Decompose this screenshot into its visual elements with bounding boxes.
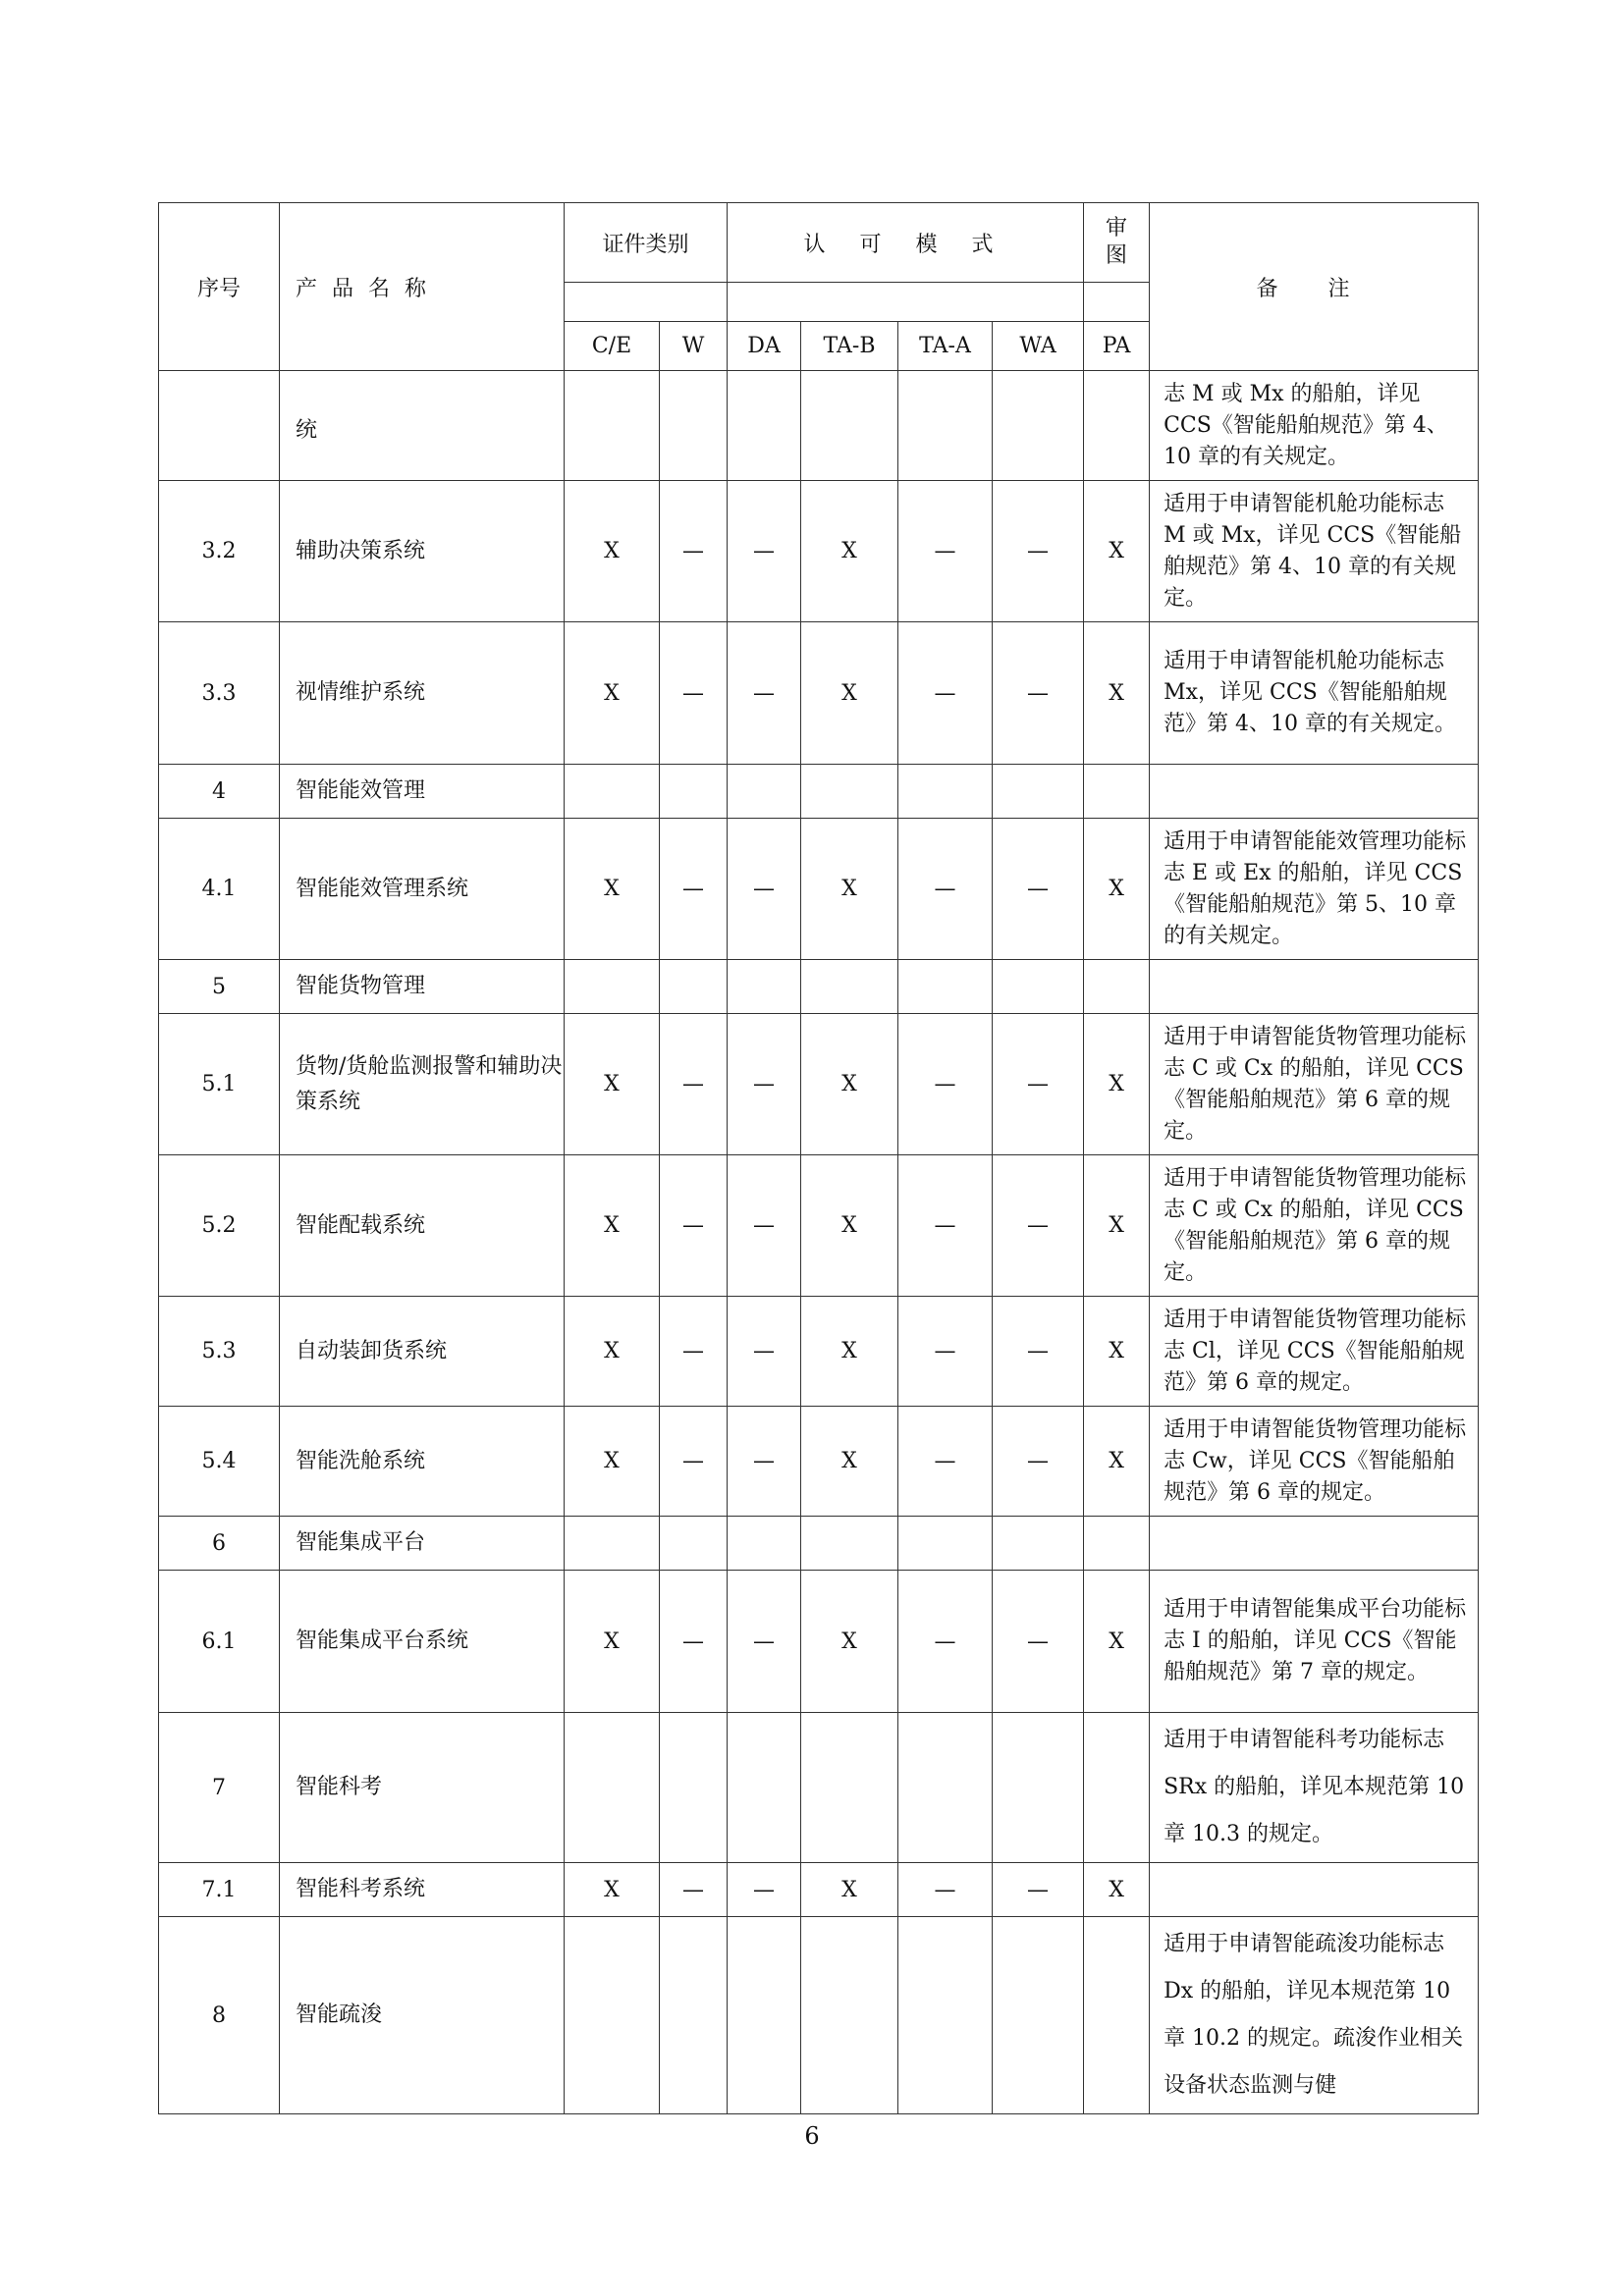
- approval-cell: [801, 1713, 898, 1863]
- remark-cell: 适用于申请智能疏浚功能标志 Dx 的船舶，详见本规范第 10 章 10.2 的规定。疏浚作业相关设备状态监测与健: [1150, 1917, 1479, 2114]
- remark-cell: 适用于申请智能机舱功能标志 Mx，详见 CCS《智能船舶规范》第 4、10 章的有关规定。: [1150, 622, 1479, 765]
- approval-cell: [660, 1917, 728, 2114]
- approval-cell: [565, 371, 660, 481]
- approval-cell: X: [565, 1571, 660, 1713]
- row-number: 3.3: [159, 622, 280, 765]
- header-code-wa: WA: [993, 322, 1084, 371]
- approval-cell: X: [801, 1297, 898, 1407]
- remark-cell: 适用于申请智能货物管理功能标志 Cw，详见 CCS《智能船舶规范》第 6 章的规定。: [1150, 1407, 1479, 1517]
- approval-cell: [898, 371, 993, 481]
- approval-cell: X: [1084, 1297, 1150, 1407]
- header-cert-type: 证件类别: [565, 203, 728, 283]
- header-code-da: DA: [728, 322, 801, 371]
- table-row: [159, 481, 1479, 622]
- approval-cell: X: [565, 481, 660, 622]
- row-number: 7: [159, 1713, 280, 1863]
- product-name: 智能集成平台系统: [280, 1571, 565, 1713]
- row-number: 5.1: [159, 1014, 280, 1155]
- row-number: 4: [159, 765, 280, 819]
- approval-cell: —: [898, 1297, 993, 1407]
- approval-cell: [728, 960, 801, 1014]
- table-row: [159, 1297, 1479, 1407]
- approval-cell: —: [660, 1571, 728, 1713]
- approval-cell: X: [1084, 1571, 1150, 1713]
- product-name: 统: [280, 371, 565, 481]
- approval-cell: [728, 765, 801, 819]
- approval-cell: X: [801, 481, 898, 622]
- approval-cell: X: [565, 1155, 660, 1297]
- approval-cell: [898, 765, 993, 819]
- table-row: [159, 1713, 1479, 1863]
- approval-cell: —: [898, 819, 993, 960]
- remark-cell: 适用于申请智能机舱功能标志 M 或 Mx，详见 CCS《智能船舶规范》第 4、10 章的有关规定。: [1150, 481, 1479, 622]
- remark-cell: 适用于申请智能货物管理功能标志 C 或 Cx 的船舶，详见 CCS《智能船舶规范》第 6 章的规定。: [1150, 1014, 1479, 1155]
- approval-cell: —: [728, 622, 801, 765]
- approval-cell: [565, 765, 660, 819]
- product-name: 智能能效管理系统: [280, 819, 565, 960]
- approval-cell: X: [565, 622, 660, 765]
- approval-cell: [1084, 960, 1150, 1014]
- approval-cell: X: [801, 819, 898, 960]
- approval-cell: —: [898, 481, 993, 622]
- product-approval-table: [158, 202, 1479, 2114]
- approval-cell: [565, 1917, 660, 2114]
- approval-cell: [898, 1517, 993, 1571]
- approval-cell: X: [801, 622, 898, 765]
- approval-cell: —: [993, 622, 1084, 765]
- approval-cell: [993, 765, 1084, 819]
- product-name: 智能科考: [280, 1713, 565, 1863]
- remark-cell: 适用于申请智能集成平台功能标志 I 的船舶，详见 CCS《智能船舶规范》第 7 章的规定。: [1150, 1571, 1479, 1713]
- row-number: 5: [159, 960, 280, 1014]
- approval-cell: [898, 1713, 993, 1863]
- approval-cell: —: [993, 481, 1084, 622]
- remark-cell: [1150, 960, 1479, 1014]
- approval-cell: [801, 960, 898, 1014]
- approval-cell: [801, 765, 898, 819]
- approval-cell: [993, 1917, 1084, 2114]
- approval-cell: X: [1084, 622, 1150, 765]
- approval-cell: —: [898, 1407, 993, 1517]
- approval-cell: [993, 371, 1084, 481]
- row-number: 6.1: [159, 1571, 280, 1713]
- row-number: [159, 371, 280, 481]
- approval-cell: —: [993, 1571, 1084, 1713]
- product-name: 智能货物管理: [280, 960, 565, 1014]
- product-name: 视情维护系统: [280, 622, 565, 765]
- header-code-w: W: [660, 322, 728, 371]
- header-code-ta-a: TA-A: [898, 322, 993, 371]
- approval-cell: [801, 1517, 898, 1571]
- approval-cell: [660, 1517, 728, 1571]
- approval-cell: X: [1084, 1407, 1150, 1517]
- product-name: 智能疏浚: [280, 1917, 565, 2114]
- approval-cell: X: [801, 1407, 898, 1517]
- table-row: [159, 1407, 1479, 1517]
- approval-cell: [660, 960, 728, 1014]
- approval-cell: [898, 1917, 993, 2114]
- approval-cell: —: [898, 1014, 993, 1155]
- header-remarks: 备 注: [1150, 203, 1479, 371]
- remark-cell: [1150, 1863, 1479, 1917]
- approval-cell: [728, 371, 801, 481]
- approval-cell: —: [660, 1863, 728, 1917]
- header-code-ce: C/E: [565, 322, 660, 371]
- approval-cell: X: [1084, 481, 1150, 622]
- approval-cell: —: [660, 1014, 728, 1155]
- approval-cell: —: [993, 1014, 1084, 1155]
- approval-cell: —: [728, 1014, 801, 1155]
- approval-cell: [1084, 765, 1150, 819]
- header-blank-cell: [1084, 283, 1150, 322]
- page-number: 6: [804, 2122, 820, 2150]
- table-row: [159, 765, 1479, 819]
- approval-cell: [728, 1517, 801, 1571]
- approval-cell: —: [993, 819, 1084, 960]
- approval-cell: —: [898, 1571, 993, 1713]
- approval-cell: X: [801, 1571, 898, 1713]
- approval-cell: —: [993, 1863, 1084, 1917]
- product-name: 智能科考系统: [280, 1863, 565, 1917]
- approval-cell: [660, 765, 728, 819]
- header-product: 产 品 名 称: [280, 203, 565, 371]
- remark-cell: 适用于申请智能货物管理功能标志 C 或 Cx 的船舶，详见 CCS《智能船舶规范》第 6 章的规定。: [1150, 1155, 1479, 1297]
- approval-cell: —: [728, 1155, 801, 1297]
- approval-cell: —: [993, 1155, 1084, 1297]
- table-row: [159, 960, 1479, 1014]
- row-number: 3.2: [159, 481, 280, 622]
- approval-cell: [660, 1713, 728, 1863]
- row-number: 5.3: [159, 1297, 280, 1407]
- approval-cell: —: [660, 1297, 728, 1407]
- header-approval-mode: 认 可 模 式: [728, 203, 1084, 283]
- approval-cell: —: [728, 1571, 801, 1713]
- approval-cell: X: [565, 1014, 660, 1155]
- approval-cell: —: [728, 1863, 801, 1917]
- row-number: 4.1: [159, 819, 280, 960]
- table-row: [159, 819, 1479, 960]
- remark-cell: 适用于申请智能能效管理功能标志 E 或 Ex 的船舶，详见 CCS《智能船舶规范》第 5、10 章的有关规定。: [1150, 819, 1479, 960]
- table-row: [159, 1517, 1479, 1571]
- table-row: [159, 1917, 1479, 2114]
- approval-cell: [1084, 1517, 1150, 1571]
- product-name: 智能能效管理: [280, 765, 565, 819]
- approval-cell: —: [728, 1407, 801, 1517]
- approval-cell: [993, 960, 1084, 1014]
- product-name: 智能洗舱系统: [280, 1407, 565, 1517]
- table-row: [159, 1863, 1479, 1917]
- table-row: [159, 622, 1479, 765]
- header-blank-cell: [728, 283, 1084, 322]
- product-name: 货物/货舱监测报警和辅助决策系统: [280, 1014, 565, 1155]
- approval-cell: [993, 1517, 1084, 1571]
- header-seq: 序号: [159, 203, 280, 371]
- approval-cell: —: [993, 1407, 1084, 1517]
- product-name: 智能集成平台: [280, 1517, 565, 1571]
- table-row: [159, 1014, 1479, 1155]
- remark-cell: [1150, 765, 1479, 819]
- table-row: [159, 1155, 1479, 1297]
- header-blank-cell: [565, 283, 728, 322]
- approval-cell: —: [898, 622, 993, 765]
- product-name: 自动装卸货系统: [280, 1297, 565, 1407]
- approval-cell: X: [1084, 1863, 1150, 1917]
- approval-cell: [728, 1713, 801, 1863]
- approval-cell: [993, 1713, 1084, 1863]
- row-number: 5.2: [159, 1155, 280, 1297]
- header-code-pa: PA: [1084, 322, 1150, 371]
- approval-cell: [1084, 1917, 1150, 2114]
- approval-cell: —: [660, 1407, 728, 1517]
- approval-cell: —: [660, 1155, 728, 1297]
- approval-cell: X: [801, 1014, 898, 1155]
- row-number: 8: [159, 1917, 280, 2114]
- approval-cell: —: [898, 1155, 993, 1297]
- remark-cell: [1150, 1517, 1479, 1571]
- table-row: [159, 371, 1479, 481]
- approval-cell: [1084, 371, 1150, 481]
- approval-cell: X: [565, 1407, 660, 1517]
- approval-cell: X: [801, 1863, 898, 1917]
- approval-cell: [565, 1713, 660, 1863]
- row-number: 7.1: [159, 1863, 280, 1917]
- approval-cell: [898, 960, 993, 1014]
- approval-cell: X: [801, 1155, 898, 1297]
- approval-cell: [565, 960, 660, 1014]
- approval-cell: —: [728, 1297, 801, 1407]
- approval-cell: X: [565, 1297, 660, 1407]
- approval-cell: —: [660, 819, 728, 960]
- approval-cell: —: [728, 481, 801, 622]
- approval-cell: [565, 1517, 660, 1571]
- approval-cell: [801, 371, 898, 481]
- product-name: 辅助决策系统: [280, 481, 565, 622]
- row-number: 5.4: [159, 1407, 280, 1517]
- approval-cell: —: [728, 819, 801, 960]
- remark-cell: 志 M 或 Mx 的船舶，详见 CCS《智能船舶规范》第 4、10 章的有关规定。: [1150, 371, 1479, 481]
- approval-cell: [660, 371, 728, 481]
- remark-cell: 适用于申请智能科考功能标志 SRx 的船舶，详见本规范第 10 章 10.3 的规定。: [1150, 1713, 1479, 1863]
- header-code-ta-b: TA-B: [801, 322, 898, 371]
- approval-cell: X: [1084, 819, 1150, 960]
- approval-cell: X: [1084, 1014, 1150, 1155]
- approval-cell: —: [898, 1863, 993, 1917]
- approval-cell: —: [660, 622, 728, 765]
- approval-cell: [728, 1917, 801, 2114]
- row-number: 6: [159, 1517, 280, 1571]
- approval-cell: X: [565, 1863, 660, 1917]
- approval-cell: [1084, 1713, 1150, 1863]
- approval-cell: [801, 1917, 898, 2114]
- table-row: [159, 1571, 1479, 1713]
- approval-cell: X: [565, 819, 660, 960]
- remark-cell: 适用于申请智能货物管理功能标志 Cl，详见 CCS《智能船舶规范》第 6 章的规定。: [1150, 1297, 1479, 1407]
- product-name: 智能配载系统: [280, 1155, 565, 1297]
- approval-cell: —: [660, 481, 728, 622]
- approval-cell: X: [1084, 1155, 1150, 1297]
- header-drawing: 审 图: [1084, 203, 1150, 283]
- approval-cell: —: [993, 1297, 1084, 1407]
